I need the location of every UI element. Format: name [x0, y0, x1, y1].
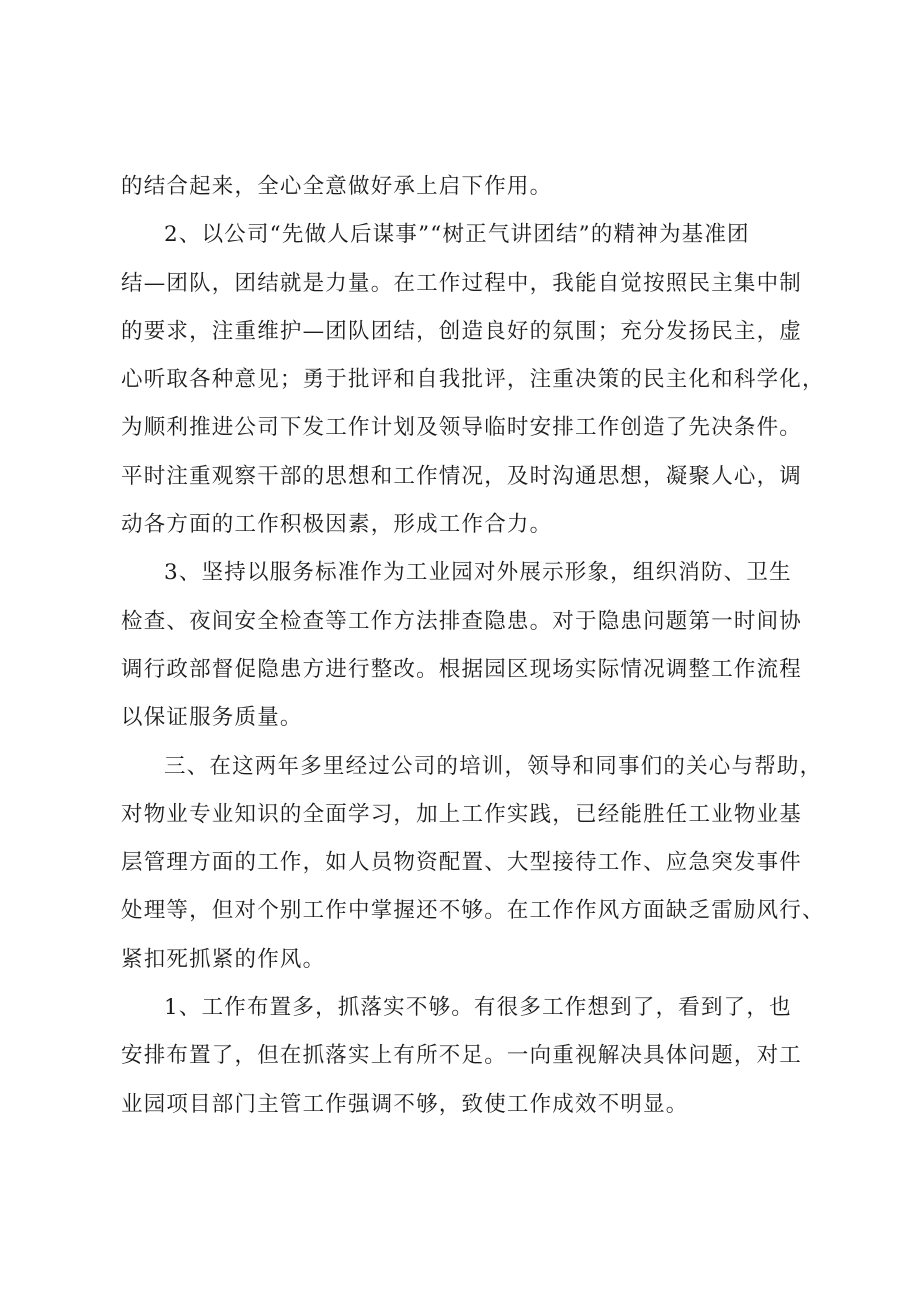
text-line: 紧扣死抓紧的作风。: [121, 946, 326, 972]
text-line: 安排布置了，但在抓落实上有所不足。一向重视解决具体问题，对工: [121, 1043, 803, 1069]
text-line: 三、在这两年多里经过公司的培训，领导和同事们的关心与帮助，: [164, 753, 823, 779]
text-line: 业园项目部门主管工作强调不够，致使工作成效不明显。: [121, 1091, 689, 1117]
text-line: 为顺利推进公司下发工作计划及领导临时安排工作创造了先决条件。: [121, 415, 803, 441]
text-line: 的要求，注重维护—团队团结，创造良好的氛围；充分发扬民主，虚: [121, 318, 803, 344]
body-text: [121, 163, 825, 1129]
text-line: 2、以公司“先做人后谋事”“树正气讲团结”的精神为基准团: [164, 222, 750, 248]
text-line: 检查、夜间安全检查等工作方法排查隐患。对于隐患问题第一时间协: [121, 608, 803, 634]
text-line: 心听取各种意见；勇于批评和自我批评，注重决策的民主化和科学化，: [121, 367, 825, 393]
text-line: 层管理方面的工作，如人员物资配置、大型接待工作、应急突发事件: [121, 850, 803, 876]
text-line: 处理等，但对个别工作中掌握还不够。在工作作风方面缺乏雷励风行、: [121, 898, 825, 924]
text-line: 动各方面的工作积极因素，形成工作合力。: [121, 512, 553, 538]
text-line: 调行政部督促隐患方进行整改。根据园区现场实际情况调整工作流程: [121, 656, 803, 682]
text-line: 的结合起来，全心全意做好承上启下作用。: [121, 174, 553, 199]
text-line: 平时注重观察干部的思想和工作情况，及时沟通思想，凝聚人心，调: [121, 463, 803, 489]
text-line: 3、坚持以服务标准作为工业园对外展示形象，组织消防、卫生: [164, 560, 792, 586]
text-line: 1、工作布置多，抓落实不够。有很多工作想到了，看到了，也: [164, 995, 792, 1021]
text-line: 以保证服务质量。: [121, 705, 303, 731]
text-line: 对物业专业知识的全面学习，加上工作实践，已经能胜任工业物业基: [121, 801, 803, 827]
text-line: 结—团队，团结就是力量。在工作过程中，我能自觉按照民主集中制: [121, 270, 803, 296]
